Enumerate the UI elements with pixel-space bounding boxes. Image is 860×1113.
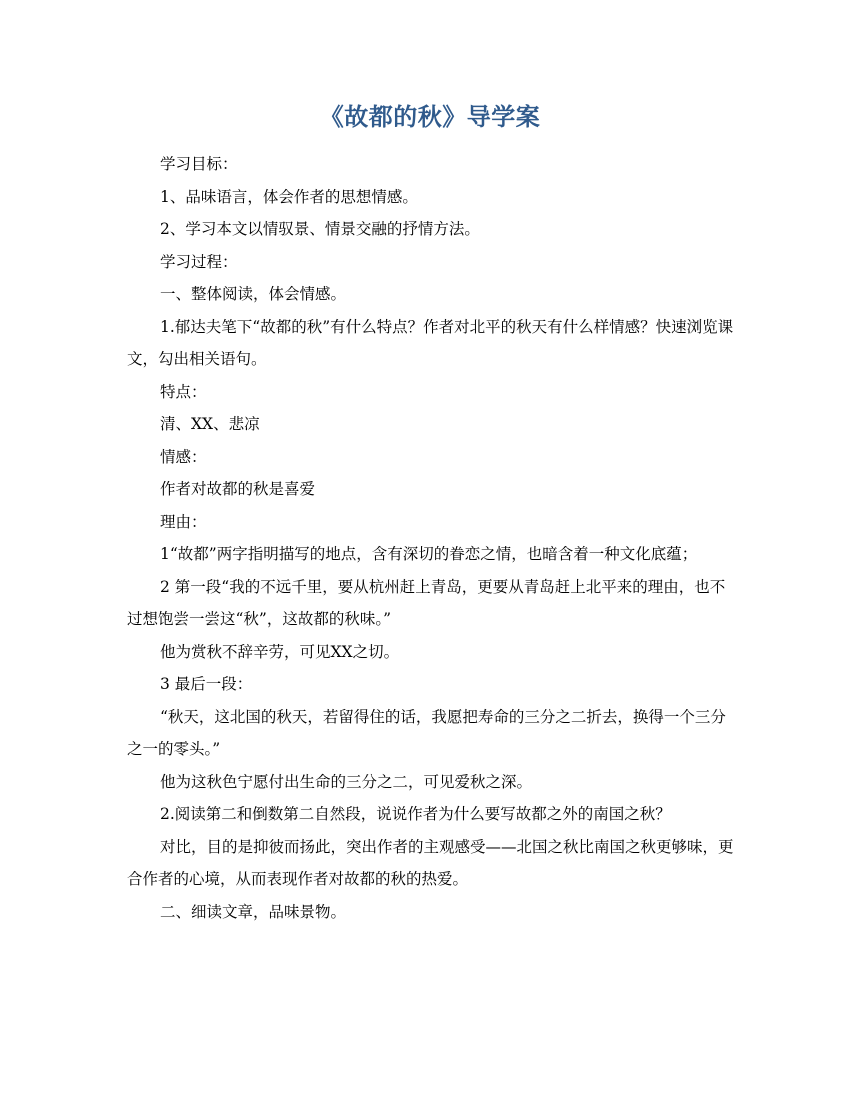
paragraph-reason-2: 2 第一段“我的不远千里，要从杭州赶上青岛，更要从青岛赶上北平来的理由，也不过想饱尝一尝这“秋”，这故都的秋味。” <box>127 577 726 628</box>
paragraph-reason-3-quote: “秋天，这北国的秋天，若留得住的话，我愿把寿命的三分之二折去，换得一个三分之一的零头。” <box>127 707 726 758</box>
paragraph-reason-2-comment: 他为赏秋不辞辛劳，可见XX之切。 <box>160 642 400 661</box>
document-title: 《故都的秋》导学案 <box>319 102 541 131</box>
paragraph-emotion-answer: 作者对故都的秋是喜爱 <box>160 480 316 498</box>
paragraph-question-1: 1.郁达夫笔下“故都的秋”有什么特点？作者对北平的秋天有什么样情感？快速浏览课文，勾出相关语句。 <box>127 317 734 368</box>
paragraph-emotion-label: 情感： <box>160 447 207 466</box>
paragraph-learning-process-heading: 学习过程： <box>160 252 238 271</box>
paragraph-features-label: 特点： <box>160 382 207 401</box>
paragraph-reason-3-comment: 他为这秋色宁愿付出生命的三分之二，可见爱秋之深。 <box>160 772 533 791</box>
paragraph-goal-2: 2、学习本文以情驭景、情景交融的抒情方法。 <box>160 220 480 238</box>
paragraph-features-answer: 清、XX、悲凉 <box>160 415 260 433</box>
paragraph-question-2-answer: 对比，目的是抑彼而扬此，突出作者的主观感受——北国之秋比南国之秋更够味，更合作者的心境，从而表现作者对故都的秋的热爱。 <box>127 837 734 888</box>
paragraph-reason-1: 1“故都”两字指明描写的地点，含有深切的眷恋之情，也暗含着一种文化底蕴； <box>160 545 698 563</box>
document-body <box>127 148 739 928</box>
paragraph-reason-3: 3 最后一段： <box>160 675 253 693</box>
paragraph-question-2: 2.阅读第二和倒数第二自然段，说说作者为什么要写故都之外的南国之秋？ <box>160 805 671 823</box>
paragraph-section-1-heading: 一、整体阅读，体会情感。 <box>160 285 347 303</box>
paragraph-learning-goals-heading: 学习目标： <box>160 155 238 173</box>
paragraph-goal-1: 1、品味语言，体会作者的思想情感。 <box>160 187 418 206</box>
paragraph-section-2-heading: 二、细读文章，品味景物。 <box>160 902 347 921</box>
paragraph-reason-label: 理由： <box>160 512 207 531</box>
